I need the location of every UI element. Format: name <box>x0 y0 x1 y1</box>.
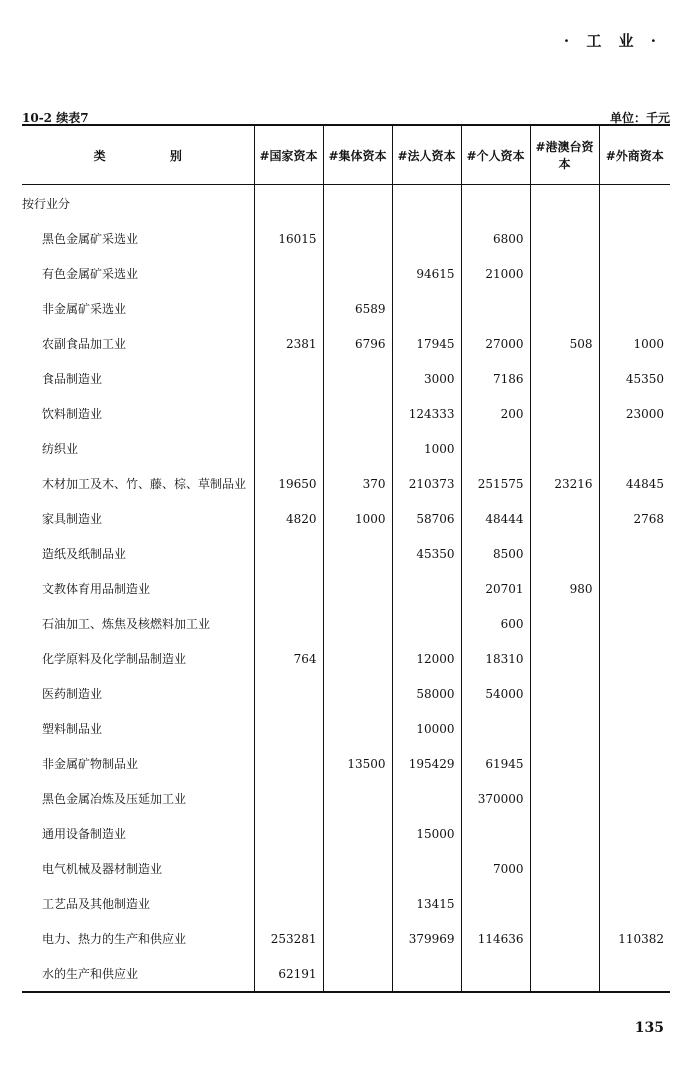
column-header-individual-capital: #个人资本 <box>461 125 530 185</box>
row-value-cell <box>392 571 461 606</box>
row-value-cell <box>530 781 599 816</box>
row-value-cell: 61945 <box>461 746 530 781</box>
row-value-cell <box>323 606 392 641</box>
row-value-cell: 8500 <box>461 536 530 571</box>
row-value-cell <box>323 816 392 851</box>
row-value-cell: 6796 <box>323 326 392 361</box>
table-row <box>22 676 670 711</box>
row-value-cell <box>599 571 670 606</box>
row-value-cell <box>323 536 392 571</box>
row-category: 家具制造业 <box>42 512 103 526</box>
row-value-cell <box>323 851 392 886</box>
row-value-cell <box>530 221 599 256</box>
row-value-cell <box>323 221 392 256</box>
row-category: 塑料制品业 <box>42 722 103 736</box>
row-value-cell <box>599 886 670 921</box>
row-value-cell <box>392 781 461 816</box>
row-value-cell <box>254 781 323 816</box>
row-value-cell: 379969 <box>392 921 461 956</box>
row-value-cell <box>392 221 461 256</box>
table-row <box>22 956 670 992</box>
row-value-cell: 7000 <box>461 851 530 886</box>
row-value-cell: 44845 <box>599 466 670 501</box>
row-value-cell: 18310 <box>461 641 530 676</box>
table-row <box>22 851 670 886</box>
row-category: 非金属矿物制品业 <box>42 757 139 771</box>
row-value-cell: 370 <box>323 466 392 501</box>
table-row <box>22 291 670 326</box>
row-category: 文教体育用品制造业 <box>42 582 151 596</box>
row-value-cell: 62191 <box>254 956 323 992</box>
row-value-cell: 6589 <box>323 291 392 326</box>
row-value-cell <box>323 886 392 921</box>
row-category: 饮料制造业 <box>42 407 103 421</box>
row-value-cell <box>461 185 530 222</box>
table-row <box>22 256 670 291</box>
row-category: 造纸及纸制品业 <box>42 547 127 561</box>
row-value-cell <box>599 676 670 711</box>
row-value-cell <box>323 361 392 396</box>
table-row <box>22 711 670 746</box>
row-value-cell <box>530 921 599 956</box>
row-value-cell <box>530 361 599 396</box>
row-category: 农副食品加工业 <box>42 337 127 351</box>
row-value-cell <box>461 431 530 466</box>
row-value-cell <box>254 291 323 326</box>
row-value-cell: 508 <box>530 326 599 361</box>
row-value-cell <box>254 536 323 571</box>
row-value-cell: 370000 <box>461 781 530 816</box>
row-value-cell <box>323 571 392 606</box>
row-value-cell <box>323 956 392 992</box>
row-value-cell: 210373 <box>392 466 461 501</box>
row-value-cell <box>530 606 599 641</box>
row-value-cell <box>392 291 461 326</box>
row-value-cell <box>530 886 599 921</box>
row-category: 黑色金属冶炼及压延加工业 <box>42 792 187 806</box>
row-value-cell: 253281 <box>254 921 323 956</box>
row-value-cell <box>323 396 392 431</box>
row-value-cell: 13415 <box>392 886 461 921</box>
row-value-cell: 1000 <box>323 501 392 536</box>
row-value-cell <box>392 606 461 641</box>
table-row <box>22 921 670 956</box>
table-row <box>22 571 670 606</box>
row-category: 石油加工、炼焦及核燃料加工业 <box>42 617 211 631</box>
row-value-cell: 23216 <box>530 466 599 501</box>
row-value-cell: 17945 <box>392 326 461 361</box>
row-value-cell <box>254 676 323 711</box>
row-value-cell: 110382 <box>599 921 670 956</box>
row-value-cell <box>323 781 392 816</box>
row-category: 电气机械及器材制造业 <box>42 862 163 876</box>
row-value-cell: 251575 <box>461 466 530 501</box>
column-header-category: 类 别 <box>22 125 254 185</box>
row-value-cell: 16015 <box>254 221 323 256</box>
row-value-cell <box>392 956 461 992</box>
row-category: 黑色金属矿采选业 <box>42 232 139 246</box>
row-value-cell: 15000 <box>392 816 461 851</box>
row-value-cell: 58706 <box>392 501 461 536</box>
row-value-cell <box>254 431 323 466</box>
row-value-cell <box>461 886 530 921</box>
row-value-cell: 2381 <box>254 326 323 361</box>
table-id: 10-2 续表7 <box>22 111 89 125</box>
row-value-cell <box>530 431 599 466</box>
row-value-cell <box>323 676 392 711</box>
row-value-cell: 48444 <box>461 501 530 536</box>
row-value-cell <box>323 256 392 291</box>
row-value-cell <box>599 606 670 641</box>
row-category: 化学原料及化学制品制造业 <box>42 652 187 666</box>
row-value-cell: 200 <box>461 396 530 431</box>
row-value-cell: 12000 <box>392 641 461 676</box>
row-value-cell <box>599 711 670 746</box>
table-row <box>22 606 670 641</box>
row-value-cell <box>254 886 323 921</box>
row-value-cell <box>530 746 599 781</box>
row-category: 非金属矿采选业 <box>42 302 127 316</box>
row-category: 电力、热力的生产和供应业 <box>42 932 187 946</box>
row-value-cell <box>599 536 670 571</box>
data-table-container <box>22 124 670 993</box>
row-value-cell <box>599 851 670 886</box>
row-value-cell <box>530 185 599 222</box>
row-value-cell <box>254 571 323 606</box>
column-header-legal-person-capital: #法人资本 <box>392 125 461 185</box>
row-value-cell: 45350 <box>599 361 670 396</box>
row-value-cell: 114636 <box>461 921 530 956</box>
row-value-cell: 6800 <box>461 221 530 256</box>
table-row <box>22 641 670 676</box>
row-value-cell: 27000 <box>461 326 530 361</box>
row-value-cell <box>599 185 670 222</box>
column-header-foreign-capital: #外商资本 <box>599 125 670 185</box>
column-header-hk-macao-taiwan-capital: #港澳台资本 <box>530 125 599 185</box>
row-value-cell <box>599 781 670 816</box>
table-row <box>22 396 670 431</box>
row-value-cell <box>530 816 599 851</box>
row-value-cell <box>530 396 599 431</box>
row-value-cell <box>530 956 599 992</box>
table-row <box>22 501 670 536</box>
row-value-cell <box>323 711 392 746</box>
data-table <box>22 124 670 993</box>
row-value-cell: 764 <box>254 641 323 676</box>
row-value-cell: 23000 <box>599 396 670 431</box>
row-value-cell: 1000 <box>599 326 670 361</box>
table-row <box>22 746 670 781</box>
row-value-cell <box>599 956 670 992</box>
row-value-cell: 980 <box>530 571 599 606</box>
row-value-cell: 19650 <box>254 466 323 501</box>
table-row <box>22 781 670 816</box>
row-value-cell <box>461 291 530 326</box>
table-header-row <box>22 125 670 185</box>
row-value-cell <box>323 185 392 222</box>
row-value-cell: 94615 <box>392 256 461 291</box>
row-value-cell <box>461 816 530 851</box>
row-value-cell <box>530 711 599 746</box>
row-category: 工艺品及其他制造业 <box>42 897 151 911</box>
row-value-cell <box>530 851 599 886</box>
row-value-cell <box>530 676 599 711</box>
table-row <box>22 466 670 501</box>
row-value-cell <box>599 816 670 851</box>
row-value-cell: 54000 <box>461 676 530 711</box>
section-header: · 工 业 · <box>563 32 662 50</box>
row-value-cell <box>392 851 461 886</box>
table-row <box>22 221 670 256</box>
row-category: 通用设备制造业 <box>42 827 127 841</box>
row-value-cell <box>599 641 670 676</box>
table-row <box>22 886 670 921</box>
row-category: 有色金属矿采选业 <box>42 267 139 281</box>
row-value-cell <box>599 256 670 291</box>
row-value-cell <box>254 851 323 886</box>
row-value-cell <box>254 711 323 746</box>
row-value-cell <box>530 536 599 571</box>
row-value-cell <box>599 431 670 466</box>
row-value-cell <box>599 291 670 326</box>
row-value-cell <box>323 431 392 466</box>
row-category: 水的生产和供应业 <box>22 956 254 992</box>
row-value-cell <box>530 641 599 676</box>
row-value-cell: 45350 <box>392 536 461 571</box>
column-header-state-capital: #国家资本 <box>254 125 323 185</box>
table-row <box>22 536 670 571</box>
row-value-cell <box>254 256 323 291</box>
row-value-cell: 3000 <box>392 361 461 396</box>
table-row <box>22 326 670 361</box>
table-body <box>22 185 670 993</box>
table-row <box>22 185 670 222</box>
row-value-cell: 2768 <box>599 501 670 536</box>
row-category: 食品制造业 <box>42 372 103 386</box>
table-row <box>22 431 670 466</box>
row-value-cell: 21000 <box>461 256 530 291</box>
row-value-cell <box>323 641 392 676</box>
row-value-cell <box>323 921 392 956</box>
unit-label: 单位：千元 <box>609 111 670 125</box>
row-value-cell: 58000 <box>392 676 461 711</box>
row-value-cell <box>599 746 670 781</box>
row-value-cell <box>461 711 530 746</box>
row-value-cell <box>254 361 323 396</box>
row-value-cell <box>530 291 599 326</box>
row-value-cell: 20701 <box>461 571 530 606</box>
row-value-cell: 7186 <box>461 361 530 396</box>
row-value-cell: 4820 <box>254 501 323 536</box>
row-category: 纺织业 <box>42 442 79 456</box>
row-value-cell: 124333 <box>392 396 461 431</box>
row-category: 医药制造业 <box>42 687 103 701</box>
row-category: 木材加工及木、竹、藤、棕、草制品业 <box>42 477 247 491</box>
row-value-cell <box>254 816 323 851</box>
row-value-cell <box>599 221 670 256</box>
row-value-cell: 600 <box>461 606 530 641</box>
row-value-cell: 195429 <box>392 746 461 781</box>
column-header-collective-capital: #集体资本 <box>323 125 392 185</box>
row-value-cell <box>254 746 323 781</box>
page-number: 135 <box>634 1020 664 1036</box>
row-value-cell <box>392 185 461 222</box>
table-row <box>22 816 670 851</box>
row-value-cell <box>254 185 323 222</box>
row-value-cell: 10000 <box>392 711 461 746</box>
row-value-cell <box>254 396 323 431</box>
row-value-cell <box>530 501 599 536</box>
row-value-cell: 1000 <box>392 431 461 466</box>
row-value-cell <box>254 606 323 641</box>
row-value-cell <box>461 956 530 992</box>
table-row <box>22 361 670 396</box>
row-value-cell <box>530 256 599 291</box>
group-label: 按行业分 <box>22 196 71 211</box>
row-value-cell: 13500 <box>323 746 392 781</box>
